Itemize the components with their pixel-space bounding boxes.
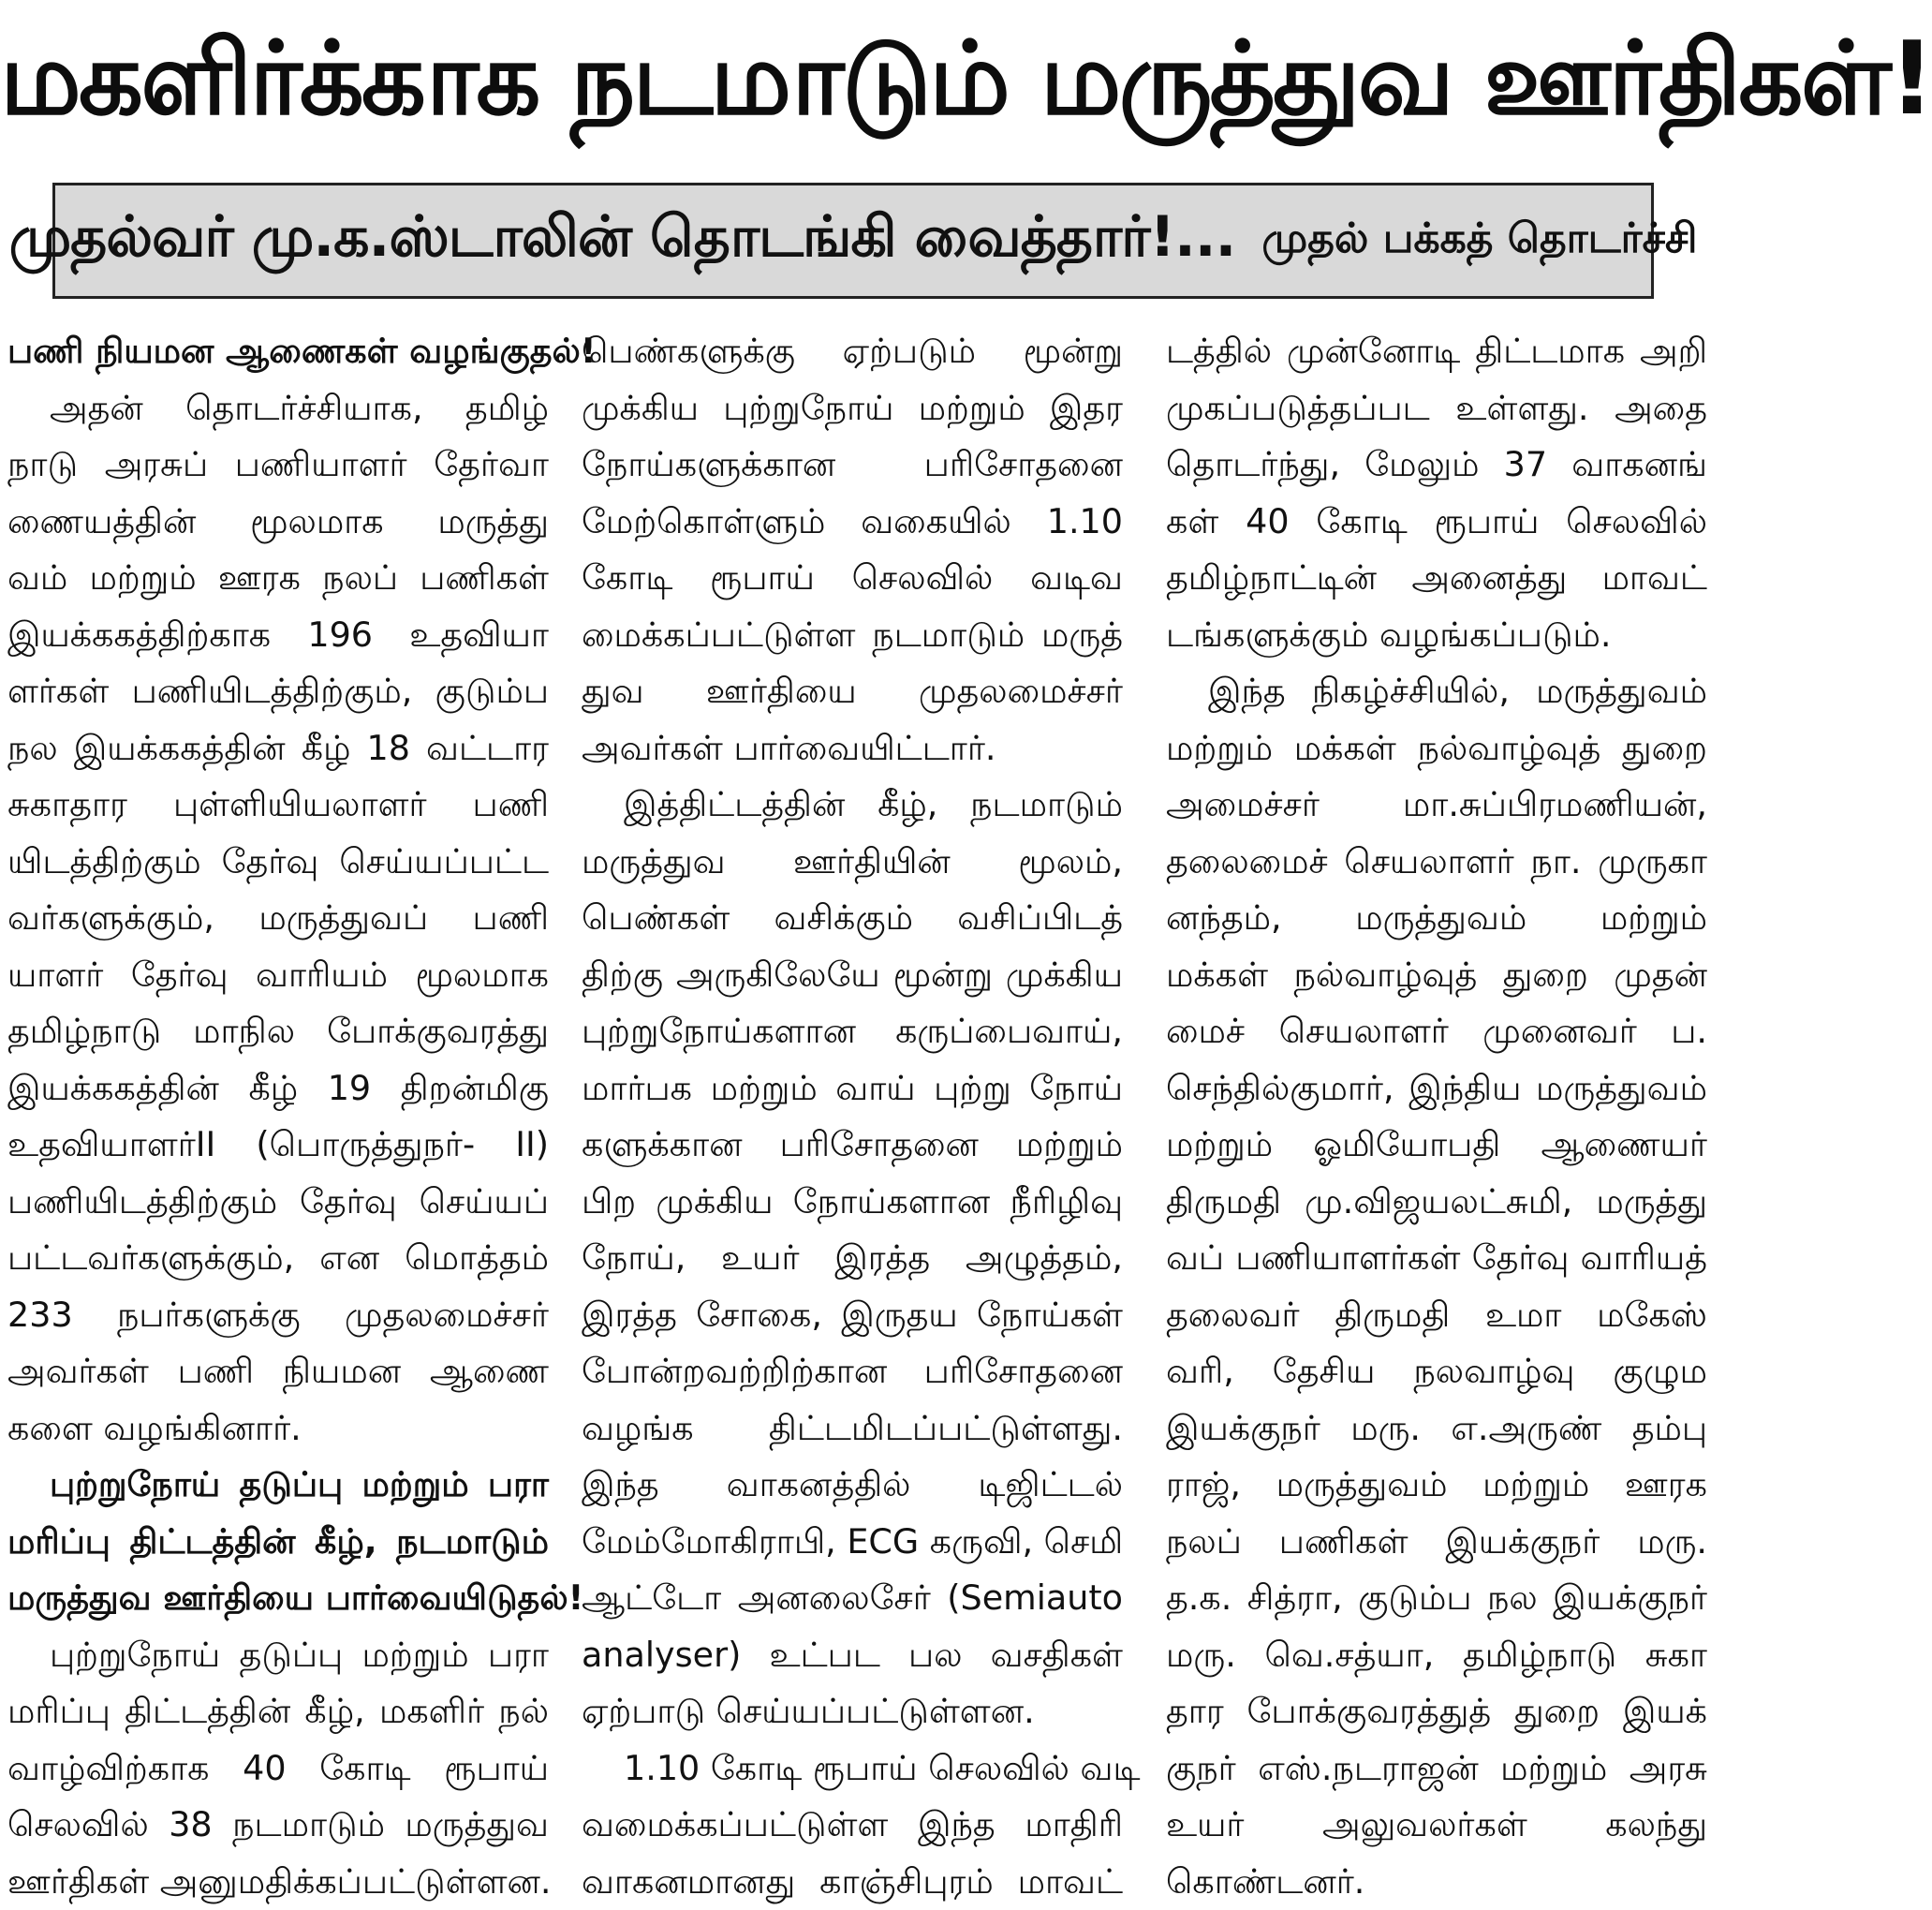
text-line: புற்றுநோய்களான கருப்பைவாய், <box>582 1003 1123 1060</box>
text-line: இரத்த சோகை, இருதய நோய்கள் <box>582 1287 1123 1344</box>
text-line: மரு. வெ.சத்யா, தமிழ்நாடு சுகா <box>1166 1627 1707 1684</box>
text-line: டங்களுக்கும் வழங்கப்படும். <box>1166 607 1707 664</box>
text-line: வாழ்விற்காக 40 கோடி ரூபாய் <box>7 1740 549 1798</box>
text-line: அமைச்சர் மா.சுப்பிரமணியன், <box>1166 777 1707 834</box>
text-line: உயர் அலுவலர்கள் கலந்து <box>1166 1797 1707 1854</box>
text-line: முக்கிய புற்றுநோய் மற்றும் இதர <box>582 380 1123 437</box>
text-line: முகப்படுத்தப்பட உள்ளது. அதை <box>1166 380 1707 437</box>
text-line: அதன் தொடர்ச்சியாக, தமிழ் <box>7 380 549 437</box>
text-line: இந்த நிகழ்ச்சியில், மருத்துவம் <box>1166 663 1707 720</box>
text-line: இயக்குநர் மரு. எ.அருண் தம்பு <box>1166 1400 1707 1458</box>
text-line: நாடு அரசுப் பணியாளர் தேர்வா <box>7 437 549 494</box>
text-line: நல இயக்ககத்தின் கீழ் 18 வட்டார <box>7 720 549 777</box>
text-line: ராஜ், மருத்துவம் மற்றும் ஊரக <box>1166 1457 1707 1514</box>
text-line: பட்டவர்களுக்கும், என மொத்தம் <box>7 1230 549 1287</box>
text-line: தார போக்குவரத்துத் துறை இயக் <box>1166 1683 1707 1740</box>
subheading-main: முதல்வர் மு.க.ஸ்டாலின் தொடங்கி வைத்தார்!... <box>9 204 1236 277</box>
text-line: மருத்துவ ஊர்தியின் மூலம், <box>582 834 1123 891</box>
text-line: மற்றும் மக்கள் நல்வாழ்வுத் துறை <box>1166 720 1707 777</box>
text-line: த.க. சித்ரா, குடும்ப நல இயக்குநர் <box>1166 1570 1707 1627</box>
section-heading-cancer-vehicle: மரிப்பு திட்டத்தின் கீழ், நடமாடும் <box>7 1514 549 1571</box>
text-line: திருமதி மு.விஜயலட்சுமி, மருத்து <box>1166 1174 1707 1231</box>
text-line: கள் 40 கோடி ரூபாய் செலவில் <box>1166 494 1707 551</box>
text-line: டத்தில் முன்னோடி திட்டமாக அறி <box>1166 323 1707 380</box>
text-line: வமைக்கப்பட்டுள்ள இந்த மாதிரி <box>582 1797 1123 1854</box>
text-line: தொடர்ந்து, மேலும் 37 வாகனங் <box>1166 437 1707 494</box>
text-line: இயக்ககத்தின் கீழ் 19 திறன்மிகு <box>7 1060 549 1118</box>
text-line: பெண்களுக்கு ஏற்படும் மூன்று <box>582 323 1123 380</box>
text-line: 233 நபர்களுக்கு முதலமைச்சர் <box>7 1287 549 1344</box>
text-line: துவ ஊர்தியை முதலமைச்சர் <box>582 663 1123 720</box>
text-line: இத்திட்டத்தின் கீழ், நடமாடும் <box>582 777 1123 834</box>
text-line: தமிழ்நாடு மாநில போக்குவரத்து <box>7 1003 549 1060</box>
text-line: மக்கள் நல்வாழ்வுத் துறை முதன் <box>1166 947 1707 1004</box>
text-line: குநர் எஸ்.நடராஜன் மற்றும் அரசு <box>1166 1740 1707 1798</box>
text-line: தலைமைச் செயலாளர் நா. முருகா <box>1166 834 1707 891</box>
text-line: இயக்ககத்திற்காக 196 உதவியா <box>7 607 549 664</box>
text-line: மேற்கொள்ளும் வகையில் 1.10 <box>582 494 1123 551</box>
text-line: நோய், உயர் இரத்த அழுத்தம், <box>582 1230 1123 1287</box>
text-line: யிடத்திற்கும் தேர்வு செய்யப்பட்ட <box>7 834 549 891</box>
article-column-3 <box>1166 323 1707 1827</box>
text-line: னந்தம், மருத்துவம் மற்றும் <box>1166 890 1707 947</box>
text-line: ஏற்பாடு செய்யப்பட்டுள்ளன. <box>582 1683 1123 1740</box>
text-line: பிற முக்கிய நோய்களான நீரிழிவு <box>582 1174 1123 1231</box>
text-line: செலவில் 38 நடமாடும் மருத்துவ <box>7 1797 549 1854</box>
text-line: நலப் பணிகள் இயக்குநர் மரு. <box>1166 1514 1707 1571</box>
text-line: வம் மற்றும் ஊரக நலப் பணிகள் <box>7 550 549 607</box>
text-line: யாளர் தேர்வு வாரியம் மூலமாக <box>7 947 549 1004</box>
text-line: தலைவர் திருமதி உமா மகேஸ் <box>1166 1287 1707 1344</box>
text-line: நோய்களுக்கான பரிசோதனை <box>582 437 1123 494</box>
text-line: அவர்கள் பணி நியமன ஆணை <box>7 1343 549 1400</box>
subheading-banner <box>52 183 1654 299</box>
text-line: அவர்கள் பார்வையிட்டார். <box>582 720 1123 777</box>
text-line: சுகாதார புள்ளியியலாளர் பணி <box>7 777 549 834</box>
text-line: வப் பணியாளர்கள் தேர்வு வாரியத் <box>1166 1230 1707 1287</box>
text-line: பெண்கள் வசிக்கும் வசிப்பிடத் <box>582 890 1123 947</box>
text-line: இந்த வாகனத்தில் டிஜிட்டல் <box>582 1457 1123 1514</box>
text-line: ஊர்திகள் அனுமதிக்கப்பட்டுள்ளன. <box>7 1854 549 1910</box>
text-line: மைச் செயலாளர் முனைவர் ப. <box>1166 1003 1707 1060</box>
text-line: analyser) உட்பட பல வசதிகள் <box>582 1627 1123 1684</box>
text-line: மேம்மோகிராபி, ECG கருவி, செமி <box>582 1514 1123 1571</box>
text-line: வர்களுக்கும், மருத்துவப் பணி <box>7 890 549 947</box>
section-heading-cancer-vehicle: மருத்துவ ஊர்தியை பார்வையிடுதல்! <box>7 1570 549 1627</box>
text-line: மைக்கப்பட்டுள்ள நடமாடும் மருத் <box>582 607 1123 664</box>
section-heading-cancer-vehicle: புற்றுநோய் தடுப்பு மற்றும் பரா <box>7 1457 549 1514</box>
section-heading-appointments: பணி நியமன ஆணைகள் வழங்குதல்! <box>7 323 549 380</box>
text-line: செந்தில்குமார், இந்திய மருத்துவம் <box>1166 1060 1707 1118</box>
text-line: போன்றவற்றிற்கான பரிசோதனை <box>582 1343 1123 1400</box>
text-line: தமிழ்நாட்டின் அனைத்து மாவட் <box>1166 550 1707 607</box>
subheading-continuation: முதல் பக்கத் தொடர்ச்சி <box>1261 215 1697 268</box>
text-line: ளர்கள் பணியிடத்திற்கும், குடும்ப <box>7 663 549 720</box>
text-line: 1.10 கோடி ரூபாய் செலவில் வடி <box>582 1740 1123 1798</box>
text-line: திற்கு அருகிலேயே மூன்று முக்கிய <box>582 947 1123 1004</box>
text-line: ணையத்தின் மூலமாக மருத்து <box>7 494 549 551</box>
text-line: வரி, தேசிய நலவாழ்வு குழும <box>1166 1343 1707 1400</box>
text-line: மரிப்பு திட்டத்தின் கீழ், மகளிர் நல் <box>7 1683 549 1740</box>
text-line: கோடி ரூபாய் செலவில் வடிவ <box>582 550 1123 607</box>
text-line: வாகனமானது காஞ்சிபுரம் மாவட் <box>582 1854 1123 1910</box>
text-line: ஆட்டோ அனலைசேர் (Semiauto <box>582 1570 1123 1627</box>
text-line: மற்றும் ஓமியோபதி ஆணையர் <box>1166 1117 1707 1174</box>
article-column-2 <box>582 323 1123 1827</box>
text-line: வழங்க திட்டமிடப்பட்டுள்ளது. <box>582 1400 1123 1458</box>
text-line: கொண்டனர். <box>1166 1854 1707 1910</box>
article-column-1 <box>7 323 549 1827</box>
text-line: மார்பக மற்றும் வாய் புற்று நோய் <box>582 1060 1123 1118</box>
text-line: புற்றுநோய் தடுப்பு மற்றும் பரா <box>7 1627 549 1684</box>
text-line: உதவியாளர்II (பொருத்துநர்- II) <box>7 1117 549 1174</box>
text-line: பணியிடத்திற்கும் தேர்வு செய்யப் <box>7 1174 549 1231</box>
text-line: களுக்கான பரிசோதனை மற்றும் <box>582 1117 1123 1174</box>
text-line: களை வழங்கினார். <box>7 1400 549 1458</box>
headline: மகளிர்க்காக நடமாடும் மருத்துவ ஊர்திகள்! <box>0 0 1721 159</box>
